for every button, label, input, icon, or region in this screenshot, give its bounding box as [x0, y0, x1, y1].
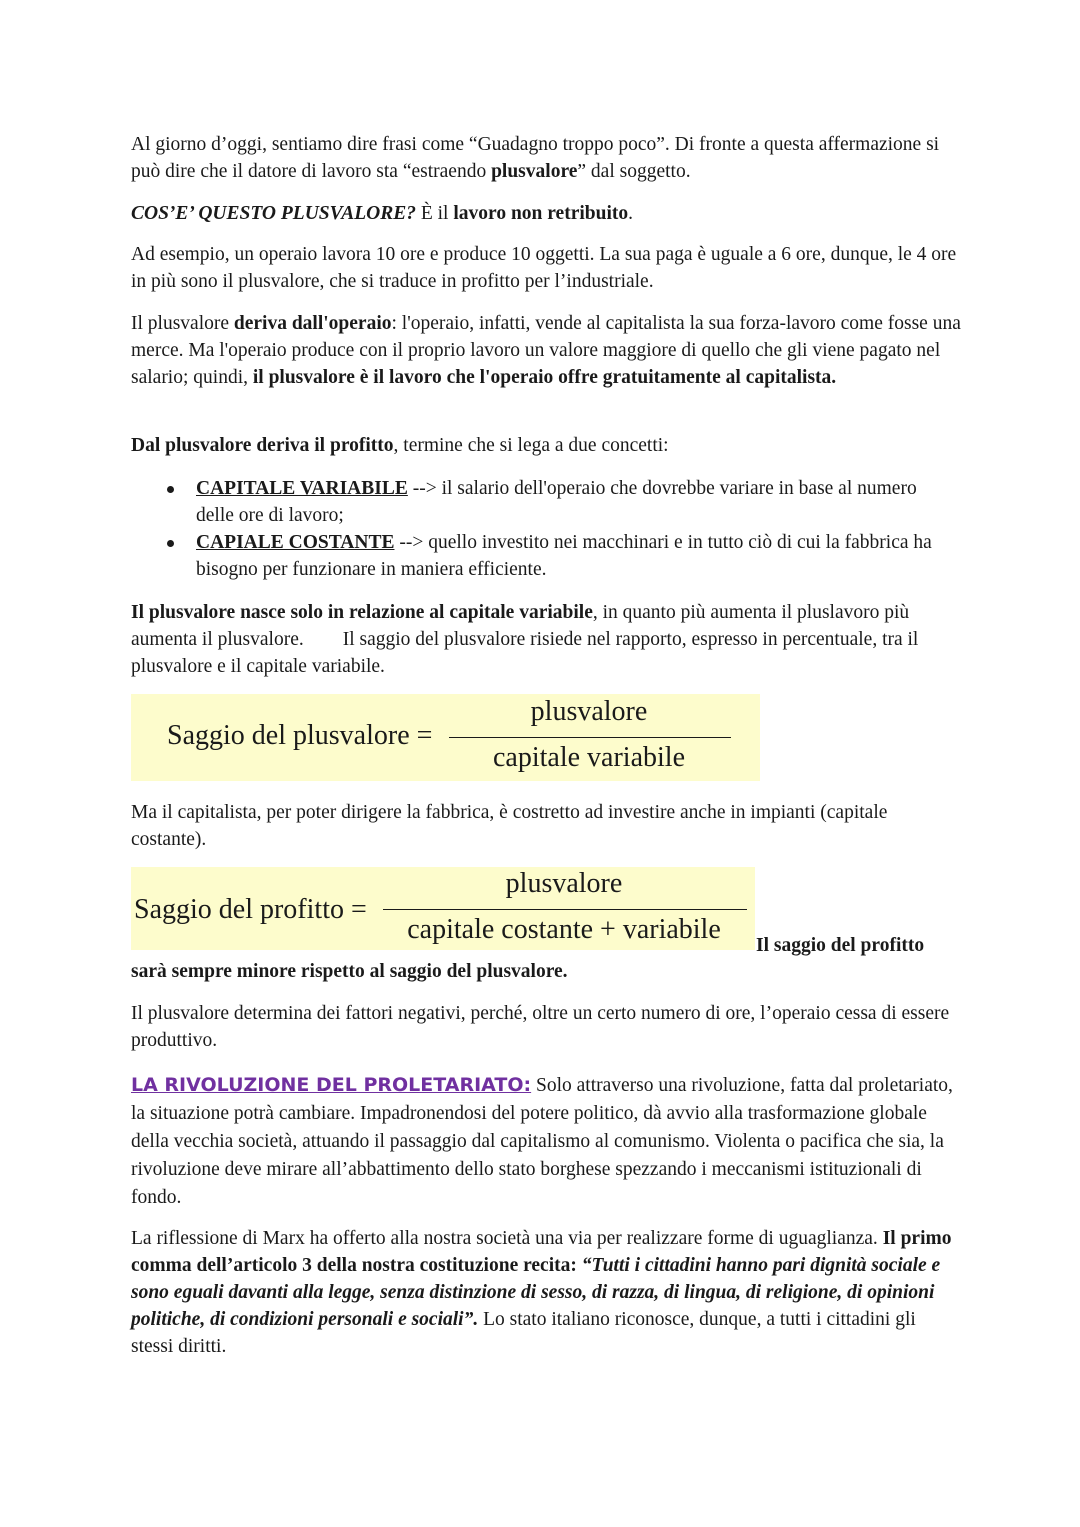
paragraph-question — [131, 200, 961, 227]
list-term: CAPIALE COSTANTE — [196, 532, 395, 553]
bold-text: Il primo comma dell’articolo 3 della nostra costituzione recita: — [131, 1228, 952, 1276]
list-text: --> il salario dell'operaio che dovrebbe variare in base al numero delle ore di lavoro; — [196, 478, 917, 526]
list-item — [131, 475, 951, 529]
text-run: ” dal soggetto. — [577, 161, 691, 182]
paragraph-profit — [131, 432, 961, 459]
text-run: . — [628, 203, 634, 224]
fraction-bar — [383, 909, 747, 910]
formula-numerator: plusvalore — [505, 868, 623, 899]
paragraph-constitution — [131, 1225, 961, 1360]
paragraph-origin — [131, 310, 961, 391]
formula-denominator: capitale variabile — [493, 742, 685, 773]
text-run: Lo stato italiano riconosce, dunque, a tutti i cittadini gli stessi diritti. — [131, 1309, 916, 1357]
formula-saggio-plusvalore — [131, 694, 760, 781]
bold-text: sarà sempre minore rispetto al saggio del plusvalore. — [131, 961, 568, 982]
paragraph-intro — [131, 131, 961, 185]
bold-text: il plusvalore è il lavoro che l'operaio offre gratuitamente al capitalista. — [252, 367, 837, 388]
bold-text: deriva dall'operaio — [233, 313, 392, 334]
bold-text: Dal plusvalore deriva il profitto — [131, 435, 394, 456]
formula-numerator: plusvalore — [530, 696, 648, 727]
bold-term-plusvalore: plusvalore — [491, 161, 578, 182]
text-run: , termine che si lega a due concetti: — [393, 435, 669, 456]
text-run: : l'operaio, infatti, vende al capitalista la sua forza-lavoro come fosse una merce. Ma l'operaio produce con il proprio lavoro un valore maggiore di quello che gli viene pagato nel salario; quindi, — [131, 313, 961, 388]
paragraph-revolution — [131, 1071, 961, 1212]
text-run: Al giorno d’oggi, sentiamo dire frasi come “Guadagno troppo poco”. Di fronte a questa affermazione si può dire che il datore di lavoro sta “estraendo — [131, 134, 940, 182]
paragraph-capitalist: Ma il capitalista, per poter dirigere la fabbrica, è costretto ad investire anche in impianti (capitale costante). — [131, 802, 888, 850]
text-run: Il plusvalore — [131, 313, 234, 334]
capital-list — [131, 475, 951, 583]
formula-label: Saggio del profitto = — [134, 894, 367, 925]
text-run: È il — [415, 203, 454, 224]
list-term: CAPITALE VARIABILE — [196, 478, 408, 499]
question-heading: COS’E’ QUESTO PLUSVALORE? — [131, 203, 416, 224]
paragraph-variable — [131, 599, 961, 680]
bold-answer: lavoro non retribuito — [453, 203, 629, 224]
paragraph-example: Ad esempio, un operaio lavora 10 ore e produce 10 oggetti. La sua paga è uguale a 6 ore, dunque, le 4 ore in più sono il plusvalore, che si traduce in profitto per l’industriale. — [131, 244, 957, 292]
bold-text: Il saggio del profitto — [756, 935, 925, 956]
text-run: La riflessione di Marx ha offerto alla nostra società una via per realizzare forme di uguaglianza. — [131, 1228, 883, 1249]
quote-text: “Tutti i cittadini hanno pari dignità sociale e sono eguali davanti alla legge, senza distinzione di sesso, di razza, di lingua, di religione, di opinioni politiche, di condizioni personali e sociali”. — [131, 1255, 941, 1330]
paragraph-negative: Il plusvalore determina dei fattori negativi, perché, oltre un certo numero di ore, l’operaio cessa di essere produttivo. — [131, 1003, 950, 1051]
text-run: Solo attraverso una rivoluzione, fatta dal proletariato, la situazione potrà cambiare. Impadronendosi del potere politico, dà avvio alla trasformazione globale della vecchia società, attuando il passaggio dal capitalismo al comunismo. Violenta o pacifica che sia, la rivoluzione deve mirare all’abbattimento dello stato borghese spezzando i meccanismi istituzionali di fondo. — [131, 1075, 953, 1208]
formula-label: Saggio del plusvalore = — [167, 720, 433, 751]
formula-denominator: capitale costante + variabile — [407, 914, 721, 945]
bullet-icon — [167, 486, 174, 493]
section-heading: LA RIVOLUZIONE DEL PROLETARIATO: — [131, 1074, 532, 1096]
fraction-bar — [449, 737, 731, 738]
text-run: , in quanto più aumenta il pluslavoro più aumenta il plusvalore. Il saggio del plusvalore risiede nel rapporto, espresso in percentuale, tra il plusvalore e il capitale variabile. — [131, 602, 924, 677]
list-text: --> quello investito nei macchinari e in tutto ciò di cui la fabbrica ha bisogno per funzionare in maniera efficiente. — [196, 532, 932, 580]
bold-text: Il plusvalore nasce solo in relazione al capitale variabile — [131, 602, 593, 623]
formula-saggio-profitto — [131, 867, 755, 950]
list-item — [131, 529, 951, 583]
bullet-icon — [167, 540, 174, 547]
